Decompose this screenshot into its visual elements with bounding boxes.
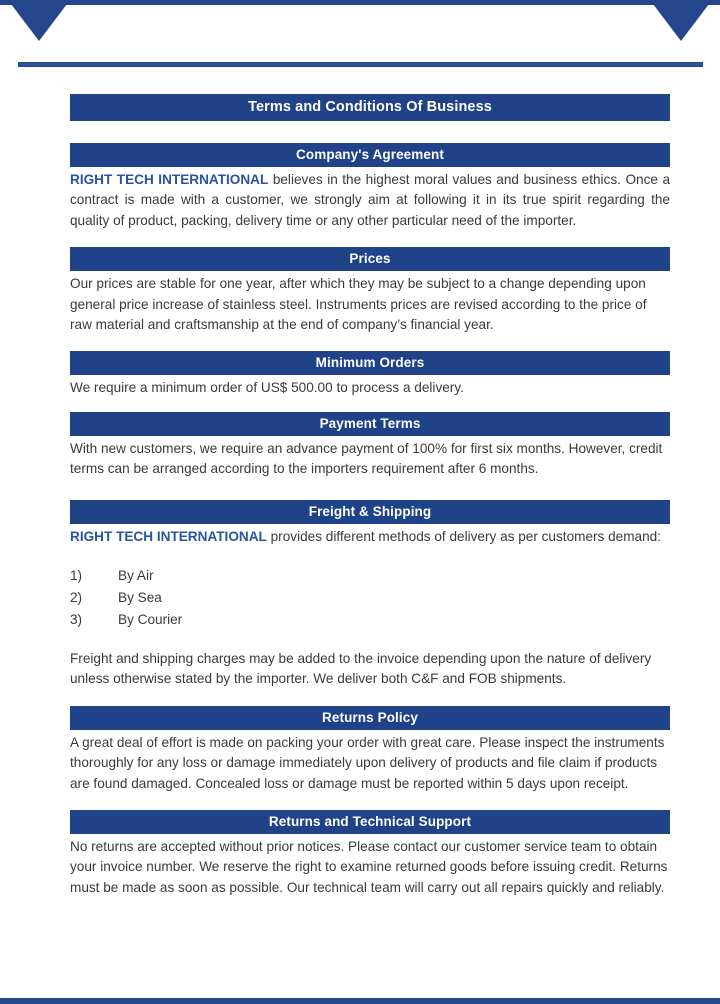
page-top-accent-bar (0, 0, 720, 5)
section-body-returns-technical-support: No returns are accepted without prior notices. Please contact our customer service team to obtain your invoice number. We reserve the right to examine returned goods before issuing credit. Returns must be made as soon as possible. Our technical team will carry out all repairs quickly and reliably. (70, 838, 668, 895)
list-item-marker: 3) (70, 611, 83, 627)
section-body-minimum-orders: We require a minimum order of US$ 500.00 to process a delivery. (70, 380, 464, 396)
list-item (70, 565, 670, 587)
list-item (70, 587, 670, 609)
list-item-label: By Air (118, 567, 154, 583)
list-item-label: By Courier (118, 611, 183, 627)
section-freight-shipping (70, 500, 670, 690)
section-returns-technical-support (70, 810, 670, 898)
section-returns-policy (70, 706, 670, 794)
section-heading-freight-shipping: Freight & Shipping (70, 500, 670, 524)
top-left-triangle-decoration (11, 4, 67, 41)
section-minimum-orders (70, 351, 670, 398)
section-heading-returns-policy: Returns Policy (70, 706, 670, 730)
section-heading-payment-terms: Payment Terms (70, 412, 670, 436)
section-intro-text-freight-shipping: provides different methods of delivery as per customers demand: (266, 528, 662, 544)
section-body-text-company-agreement: believes in the highest moral values and business ethics. Once a contract is made with a customer, we strongly aim at following it in its true spirit regarding the quality of product, packing, delivery time or any other particular need of the importer. (70, 172, 670, 228)
list-item (70, 609, 670, 631)
brand-name-freight-shipping: RIGHT TECH INTERNATIONAL (70, 528, 267, 544)
header-horizontal-rule (18, 62, 703, 67)
section-heading-minimum-orders: Minimum Orders (70, 351, 670, 375)
page-bottom-accent-bar (0, 998, 720, 1004)
section-body-prices: Our prices are stable for one year, after which they may be subject to a change depending upon general price increase of stainless steel. Instruments prices are revised according to the price of raw material and craftsmanship at the end of company’s financial year. (70, 276, 647, 332)
top-right-triangle-decoration (653, 4, 709, 41)
section-body-company-agreement (70, 170, 670, 231)
list-item-label: By Sea (118, 589, 162, 605)
section-prices (70, 247, 670, 335)
section-body-returns-policy: A great deal of effort is made on packing your order with great care. Please inspect the instruments thoroughly for any loss or damage immediately upon delivery of products and file claim if products are found damaged. Concealed loss or damage must be reported within 5 days upon receipt. (70, 734, 665, 791)
section-body-payment-terms: With new customers, we require an advance payment of 100% for first six months. However, credit terms can be arranged according to the importers requirement after 6 months. (70, 440, 663, 477)
section-payment-terms (70, 412, 670, 480)
section-heading-company-agreement: Company's Agreement (70, 143, 670, 167)
brand-name-company-agreement: RIGHT TECH INTERNATIONAL (70, 172, 269, 187)
section-heading-returns-technical-support: Returns and Technical Support (70, 810, 670, 834)
section-company-agreement (70, 143, 670, 231)
list-item-marker: 2) (70, 589, 83, 605)
list-item-marker: 1) (70, 567, 83, 583)
page-title: Terms and Conditions Of Business (70, 94, 670, 121)
document-body (70, 94, 670, 914)
section-closing-freight-shipping: Freight and shipping charges may be added to the invoice depending upon the nature of delivery unless otherwise stated by the importer. We deliver both C&F and FOB shipments. (70, 650, 652, 687)
section-intro-freight-shipping (70, 527, 670, 547)
section-heading-prices: Prices (70, 247, 670, 271)
delivery-methods-list (70, 565, 670, 631)
